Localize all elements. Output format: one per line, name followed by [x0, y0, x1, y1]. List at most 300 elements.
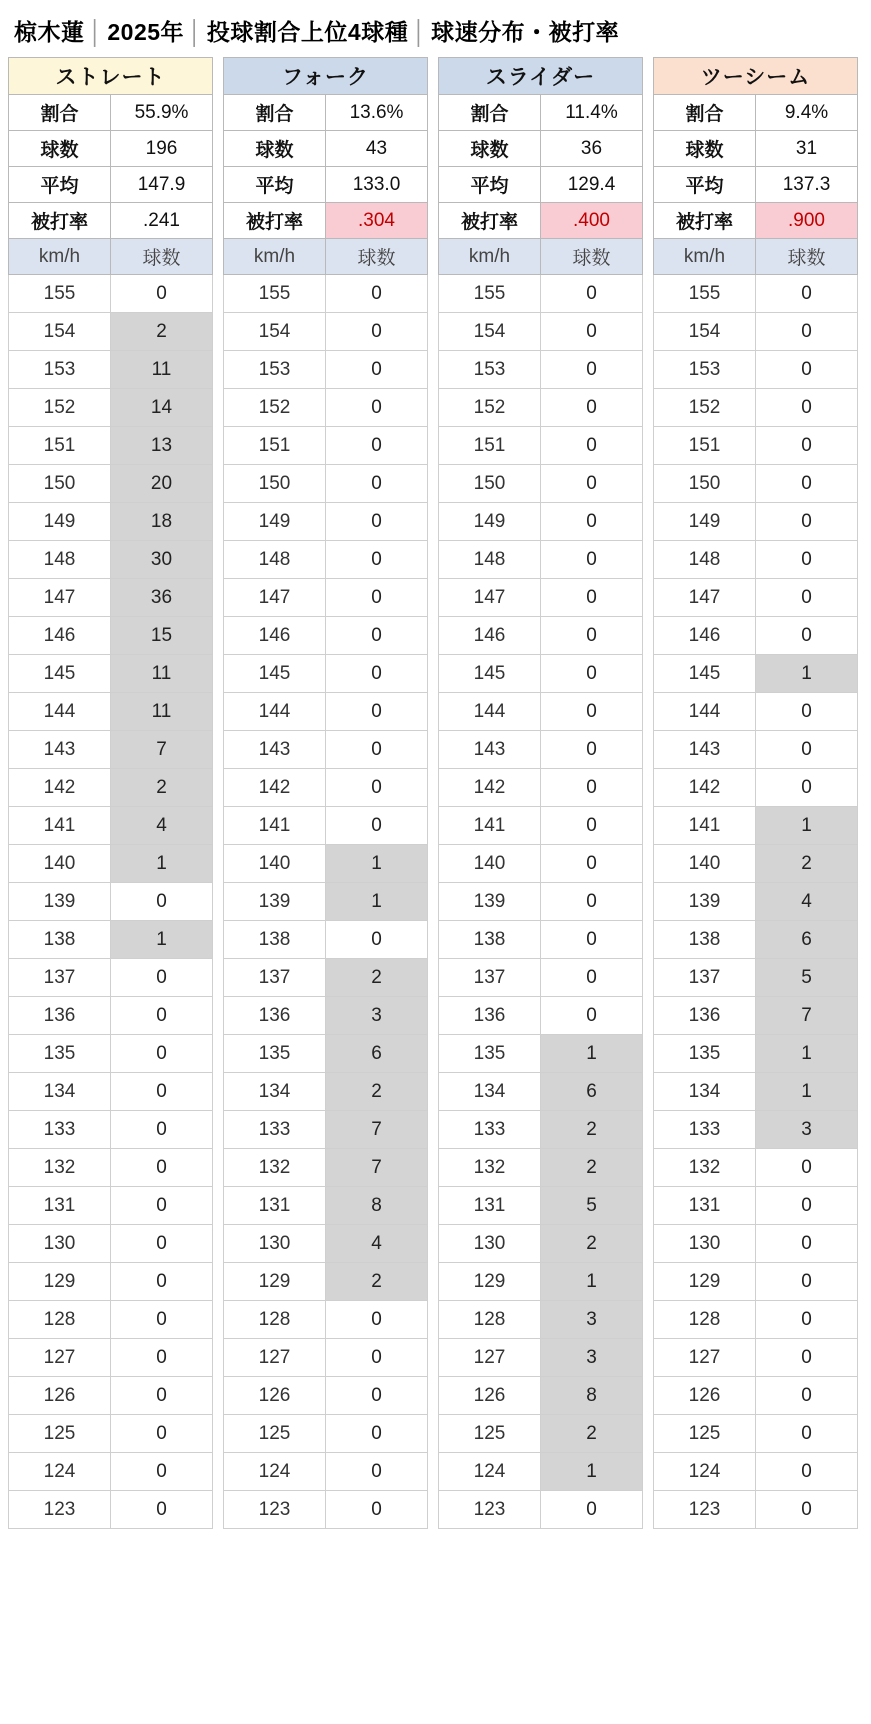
count-value: 0: [801, 1308, 812, 1330]
pitch-count-row-label: 球数: [224, 131, 326, 167]
distribution-row: [654, 351, 858, 389]
speed-value: 131: [224, 1187, 326, 1225]
count-cell: [756, 389, 858, 427]
count-value: 0: [801, 510, 812, 532]
count-value: 0: [371, 1460, 382, 1482]
speed-value: 149: [9, 503, 111, 541]
count-header: 球数: [756, 239, 858, 275]
count-value: 5: [586, 1194, 597, 1216]
speed-value: 141: [9, 807, 111, 845]
count-value: 2: [586, 1118, 597, 1140]
count-cell: [541, 617, 643, 655]
speed-value: 150: [439, 465, 541, 503]
count-cell: [541, 465, 643, 503]
distribution-row: [9, 655, 213, 693]
count-value: 11: [151, 662, 172, 684]
distribution-row: [224, 1149, 428, 1187]
count-value: 0: [801, 1422, 812, 1444]
count-cell: [541, 1377, 643, 1415]
distribution-row: [439, 731, 643, 769]
count-cell: [326, 541, 428, 579]
speed-value: 130: [9, 1225, 111, 1263]
count-cell: [326, 351, 428, 389]
count-cell: [756, 731, 858, 769]
speed-value: 136: [439, 997, 541, 1035]
count-value: 0: [371, 510, 382, 532]
distribution-row: [9, 845, 213, 883]
batting-average-row: [439, 203, 643, 239]
count-value: 0: [371, 1422, 382, 1444]
speed-value: 145: [439, 655, 541, 693]
distribution-row: [224, 427, 428, 465]
distribution-row: [654, 579, 858, 617]
batting-average-row-value: .400: [541, 203, 643, 239]
distribution-row: [439, 427, 643, 465]
count-value: 0: [586, 814, 597, 836]
count-cell: [111, 845, 213, 883]
speed-value: 155: [9, 275, 111, 313]
speed-value: 125: [9, 1415, 111, 1453]
distribution-row: [9, 541, 213, 579]
speed-value: 153: [9, 351, 111, 389]
speed-value: 143: [439, 731, 541, 769]
distribution-row: [439, 1035, 643, 1073]
count-value: 0: [586, 662, 597, 684]
speed-value: 132: [654, 1149, 756, 1187]
distribution-row: [439, 275, 643, 313]
count-cell: [111, 1453, 213, 1491]
count-cell: [756, 1149, 858, 1187]
distribution-column-headers: [439, 239, 643, 275]
count-value: 15: [150, 624, 173, 646]
speed-value: 147: [224, 579, 326, 617]
distribution-row: [439, 1453, 643, 1491]
count-value: 0: [801, 1194, 812, 1216]
count-value: 2: [801, 852, 812, 874]
speed-value: 140: [654, 845, 756, 883]
distribution-row: [224, 731, 428, 769]
ratio-row: [9, 95, 213, 131]
speed-value: 136: [9, 997, 111, 1035]
count-value: 0: [156, 1346, 167, 1368]
count-cell: [111, 313, 213, 351]
distribution-row: [9, 693, 213, 731]
count-cell: [541, 579, 643, 617]
average-speed-row: [439, 167, 643, 203]
count-value: 0: [801, 396, 812, 418]
batting-average-row: [224, 203, 428, 239]
speed-value: 147: [439, 579, 541, 617]
count-value: 1: [156, 928, 167, 950]
speed-value: 153: [439, 351, 541, 389]
speed-value: 127: [9, 1339, 111, 1377]
distribution-row: [9, 1301, 213, 1339]
distribution-row: [9, 921, 213, 959]
count-value: 0: [156, 1270, 167, 1292]
title-sep-3: │: [412, 19, 428, 45]
distribution-row: [224, 807, 428, 845]
count-cell: [541, 1225, 643, 1263]
count-value: 1: [156, 852, 167, 874]
count-cell: [111, 617, 213, 655]
count-value: 0: [371, 1498, 382, 1520]
count-cell: [541, 1339, 643, 1377]
distribution-row: [654, 921, 858, 959]
speed-value: 125: [439, 1415, 541, 1453]
count-cell: [756, 617, 858, 655]
count-value: 0: [156, 1232, 167, 1254]
speed-value: 137: [654, 959, 756, 997]
pitch-table: [653, 57, 858, 1529]
count-cell: [326, 1339, 428, 1377]
count-cell: [111, 1149, 213, 1187]
count-value: 8: [586, 1384, 597, 1406]
speed-value: 144: [224, 693, 326, 731]
distribution-row: [224, 959, 428, 997]
speed-value: 124: [9, 1453, 111, 1491]
distribution-row: [654, 1415, 858, 1453]
count-value: 11: [151, 700, 172, 722]
count-value: 7: [156, 738, 167, 760]
speed-value: 127: [654, 1339, 756, 1377]
count-cell: [111, 579, 213, 617]
pitch-column-2: [223, 57, 428, 1529]
distribution-row: [439, 313, 643, 351]
speed-value: 130: [224, 1225, 326, 1263]
speed-value: 134: [439, 1073, 541, 1111]
count-value: 1: [586, 1042, 597, 1064]
count-header: 球数: [541, 239, 643, 275]
count-value: 2: [156, 776, 167, 798]
distribution-row: [654, 807, 858, 845]
speed-value: 143: [9, 731, 111, 769]
distribution-row: [439, 1415, 643, 1453]
ratio-row-value: 55.9%: [111, 95, 213, 131]
count-value: 0: [586, 510, 597, 532]
distribution-row: [224, 579, 428, 617]
count-cell: [326, 769, 428, 807]
speed-value: 153: [654, 351, 756, 389]
speed-value: 141: [439, 807, 541, 845]
distribution-row: [224, 1187, 428, 1225]
count-cell: [111, 1491, 213, 1529]
count-value: 1: [801, 1042, 812, 1064]
distribution-row: [9, 731, 213, 769]
count-cell: [756, 1263, 858, 1301]
speed-value: 134: [224, 1073, 326, 1111]
speed-value: 128: [439, 1301, 541, 1339]
speed-value: 146: [9, 617, 111, 655]
pitch-count-row-value: 196: [111, 131, 213, 167]
count-cell: [541, 503, 643, 541]
count-value: 4: [156, 814, 167, 836]
count-value: 0: [371, 396, 382, 418]
distribution-row: [439, 1491, 643, 1529]
speed-value: 133: [224, 1111, 326, 1149]
count-cell: [111, 351, 213, 389]
count-value: 0: [156, 1498, 167, 1520]
count-cell: [541, 959, 643, 997]
speed-value: 153: [224, 351, 326, 389]
pitch-column-3: [438, 57, 643, 1529]
count-value: 2: [156, 320, 167, 342]
speed-value: 142: [9, 769, 111, 807]
count-value: 2: [371, 1270, 382, 1292]
distribution-row: [9, 427, 213, 465]
count-value: 0: [801, 1156, 812, 1178]
count-value: 0: [156, 1080, 167, 1102]
count-value: 0: [801, 1498, 812, 1520]
count-value: 0: [801, 434, 812, 456]
count-cell: [756, 845, 858, 883]
count-value: 6: [371, 1042, 382, 1064]
distribution-column-headers: [654, 239, 858, 275]
count-cell: [756, 1187, 858, 1225]
count-value: 0: [156, 1422, 167, 1444]
count-value: 14: [150, 396, 173, 418]
distribution-row: [654, 1301, 858, 1339]
count-value: 7: [371, 1156, 382, 1178]
count-cell: [326, 275, 428, 313]
distribution-row: [9, 1073, 213, 1111]
speed-value: 128: [9, 1301, 111, 1339]
pitch-table: [8, 57, 213, 1529]
count-cell: [326, 1301, 428, 1339]
speed-value: 137: [224, 959, 326, 997]
speed-value: 130: [439, 1225, 541, 1263]
distribution-row: [439, 1073, 643, 1111]
count-value: 0: [371, 776, 382, 798]
count-value: 20: [150, 472, 173, 494]
count-cell: [111, 1035, 213, 1073]
count-cell: [756, 1453, 858, 1491]
count-value: 0: [801, 1346, 812, 1368]
average-speed-row: [9, 167, 213, 203]
speed-value: 148: [439, 541, 541, 579]
count-value: 4: [371, 1232, 382, 1254]
count-value: 0: [371, 738, 382, 760]
speed-value: 151: [439, 427, 541, 465]
distribution-row: [9, 1111, 213, 1149]
count-cell: [756, 1301, 858, 1339]
ratio-row: [439, 95, 643, 131]
count-value: 0: [801, 586, 812, 608]
speed-value: 139: [654, 883, 756, 921]
count-value: 0: [156, 1384, 167, 1406]
distribution-row: [9, 389, 213, 427]
count-cell: [756, 1073, 858, 1111]
pitch-count-row-value: 36: [541, 131, 643, 167]
pitch-type-header: ストレート: [9, 58, 213, 95]
speed-unit-header: km/h: [439, 239, 541, 275]
count-value: 0: [801, 700, 812, 722]
speed-value: 126: [439, 1377, 541, 1415]
distribution-row: [9, 313, 213, 351]
average-speed-row-value: 147.9: [111, 167, 213, 203]
count-value: 1: [801, 814, 812, 836]
count-value: 0: [586, 700, 597, 722]
pitch-type-columns: [8, 57, 863, 1529]
count-value: 0: [586, 320, 597, 342]
pitch-count-row-value: 43: [326, 131, 428, 167]
distribution-row: [654, 997, 858, 1035]
speed-value: 131: [439, 1187, 541, 1225]
count-value: 2: [371, 966, 382, 988]
count-value: 0: [801, 358, 812, 380]
speed-value: 145: [224, 655, 326, 693]
distribution-row: [224, 921, 428, 959]
speed-value: 144: [654, 693, 756, 731]
count-value: 0: [156, 1118, 167, 1140]
distribution-row: [439, 1377, 643, 1415]
speed-value: 155: [439, 275, 541, 313]
count-value: 1: [586, 1270, 597, 1292]
distribution-row: [439, 959, 643, 997]
distribution-row: [439, 1301, 643, 1339]
count-cell: [111, 427, 213, 465]
count-cell: [111, 503, 213, 541]
count-value: 3: [586, 1308, 597, 1330]
count-value: 0: [371, 282, 382, 304]
count-value: 0: [371, 434, 382, 456]
speed-value: 152: [224, 389, 326, 427]
count-cell: [541, 1187, 643, 1225]
speed-unit-header: km/h: [654, 239, 756, 275]
count-value: 0: [586, 966, 597, 988]
count-cell: [111, 1339, 213, 1377]
count-value: 1: [586, 1460, 597, 1482]
count-cell: [111, 1111, 213, 1149]
speed-value: 134: [654, 1073, 756, 1111]
distribution-row: [9, 1263, 213, 1301]
distribution-row: [224, 351, 428, 389]
distribution-row: [439, 1263, 643, 1301]
distribution-row: [439, 693, 643, 731]
distribution-row: [654, 1453, 858, 1491]
count-cell: [111, 731, 213, 769]
speed-value: 140: [224, 845, 326, 883]
count-cell: [111, 1263, 213, 1301]
distribution-row: [224, 1263, 428, 1301]
speed-value: 154: [439, 313, 541, 351]
speed-value: 152: [439, 389, 541, 427]
distribution-row: [9, 275, 213, 313]
distribution-row: [439, 883, 643, 921]
ratio-row-value: 9.4%: [756, 95, 858, 131]
batting-average-row-value: .304: [326, 203, 428, 239]
distribution-row: [654, 845, 858, 883]
pitch-table: [223, 57, 428, 1529]
count-cell: [756, 1415, 858, 1453]
count-value: 0: [371, 1384, 382, 1406]
distribution-row: [224, 769, 428, 807]
count-cell: [756, 959, 858, 997]
speed-value: 138: [9, 921, 111, 959]
title-season: 2025年: [107, 19, 185, 45]
distribution-row: [654, 617, 858, 655]
count-value: 0: [801, 472, 812, 494]
speed-value: 128: [224, 1301, 326, 1339]
pitch-table: [438, 57, 643, 1529]
count-cell: [111, 1377, 213, 1415]
count-value: 0: [156, 1042, 167, 1064]
count-cell: [326, 1377, 428, 1415]
count-cell: [111, 1415, 213, 1453]
speed-value: 146: [224, 617, 326, 655]
count-cell: [756, 275, 858, 313]
distribution-row: [439, 617, 643, 655]
speed-value: 138: [654, 921, 756, 959]
count-value: 36: [150, 586, 173, 608]
distribution-row: [9, 1415, 213, 1453]
distribution-row: [439, 997, 643, 1035]
count-value: 2: [586, 1422, 597, 1444]
speed-value: 149: [654, 503, 756, 541]
count-cell: [111, 997, 213, 1035]
count-cell: [326, 959, 428, 997]
count-value: 0: [801, 282, 812, 304]
count-cell: [541, 1453, 643, 1491]
count-cell: [541, 997, 643, 1035]
count-value: 0: [371, 1346, 382, 1368]
count-header: 球数: [111, 239, 213, 275]
count-cell: [756, 921, 858, 959]
speed-value: 152: [654, 389, 756, 427]
distribution-row: [224, 1111, 428, 1149]
speed-value: 155: [224, 275, 326, 313]
distribution-row: [224, 1377, 428, 1415]
distribution-column-headers: [224, 239, 428, 275]
count-cell: [756, 1339, 858, 1377]
speed-value: 142: [654, 769, 756, 807]
count-value: 0: [371, 624, 382, 646]
count-value: 1: [371, 890, 382, 912]
distribution-row: [654, 1225, 858, 1263]
speed-value: 129: [654, 1263, 756, 1301]
speed-value: 136: [224, 997, 326, 1035]
count-cell: [326, 503, 428, 541]
count-cell: [541, 427, 643, 465]
speed-value: 126: [224, 1377, 326, 1415]
batting-average-row: [654, 203, 858, 239]
count-cell: [111, 465, 213, 503]
count-value: 3: [801, 1118, 812, 1140]
distribution-row: [9, 503, 213, 541]
speed-value: 137: [9, 959, 111, 997]
batting-average-row-value: .241: [111, 203, 213, 239]
distribution-row: [654, 1035, 858, 1073]
distribution-row: [9, 959, 213, 997]
count-value: 0: [801, 1460, 812, 1482]
speed-value: 132: [439, 1149, 541, 1187]
ratio-row-label: 割合: [439, 95, 541, 131]
average-speed-row: [654, 167, 858, 203]
count-cell: [541, 1263, 643, 1301]
speed-value: 123: [654, 1491, 756, 1529]
count-value: 0: [371, 548, 382, 570]
count-value: 1: [801, 1080, 812, 1102]
speed-value: 139: [9, 883, 111, 921]
speed-value: 139: [224, 883, 326, 921]
speed-value: 154: [9, 313, 111, 351]
count-cell: [326, 731, 428, 769]
count-cell: [326, 883, 428, 921]
ratio-row-label: 割合: [224, 95, 326, 131]
speed-value: 126: [654, 1377, 756, 1415]
distribution-row: [654, 275, 858, 313]
count-cell: [756, 541, 858, 579]
count-value: 0: [801, 624, 812, 646]
